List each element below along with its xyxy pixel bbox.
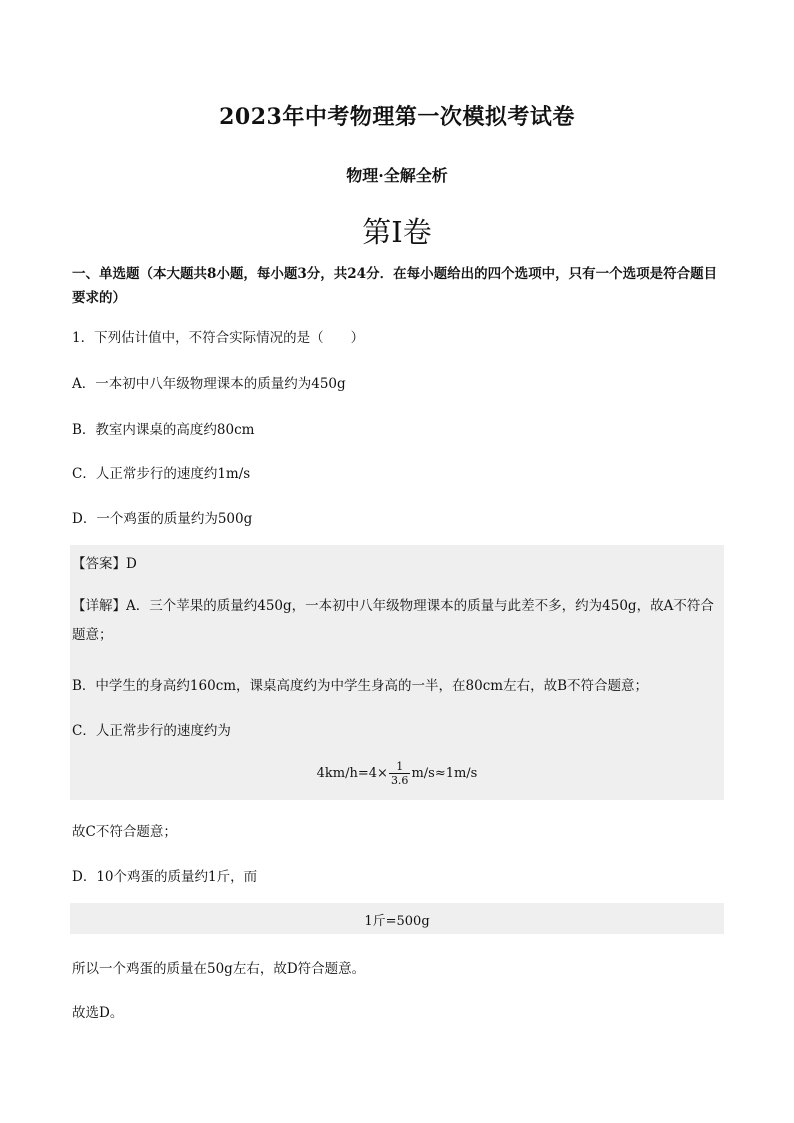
question-stem: 1．下列估计值中，不符合实际情况的是（ ） bbox=[72, 330, 365, 346]
fraction-numerator: 1 bbox=[389, 760, 411, 774]
option-b: B．教室内课桌的高度约80cm bbox=[72, 422, 255, 438]
option-d: D．一个鸡蛋的质量约为500g bbox=[72, 511, 253, 527]
detail-a: 【详解】A．三个苹果的质量约450g，一本初中八年级物理课本的质量与此差不多，约为450g，故A不符合题意； bbox=[72, 598, 714, 643]
formula-right: m/s≈1m/s bbox=[411, 766, 478, 781]
exam-title: 2023年中考物理第一次模拟考试卷 bbox=[219, 104, 575, 130]
volume-heading: 第Ⅰ卷 bbox=[362, 215, 432, 249]
option-c: C．人正常步行的速度约1m/s bbox=[72, 466, 251, 482]
option-a: A．一本初中八年级物理课本的质量约为450g bbox=[72, 376, 346, 392]
answer-line: 【答案】D bbox=[72, 556, 137, 572]
section-heading: 一、单选题（本大题共8小题，每小题3分，共24分．在每小题给出的四个选项中，只有一个选项是符合题目要求的） bbox=[72, 266, 718, 306]
exam-subtitle: 物理·全解全析 bbox=[346, 166, 448, 185]
formula-left: 4km/h=4× bbox=[316, 766, 388, 781]
final-answer: 故选D。 bbox=[72, 1005, 124, 1021]
jin-formula: 1斤=500g bbox=[364, 914, 430, 929]
speed-formula bbox=[70, 760, 724, 787]
detail-d-conclusion: 所以一个鸡蛋的质量在50g左右，故D符合题意。 bbox=[72, 961, 366, 977]
detail-c-intro: C．人正常步行的速度约为 bbox=[72, 723, 231, 739]
detail-b: B．中学生的身高约160cm，课桌高度约为中学生身高的一半，在80cm左右，故B不符合题意； bbox=[72, 678, 649, 694]
formula-fraction bbox=[389, 760, 411, 787]
fraction-denominator: 3.6 bbox=[390, 774, 409, 787]
detail-c-conclusion: 故C不符合题意； bbox=[72, 824, 177, 840]
detail-d-intro: D．10个鸡蛋的质量约1斤，而 bbox=[72, 869, 258, 885]
